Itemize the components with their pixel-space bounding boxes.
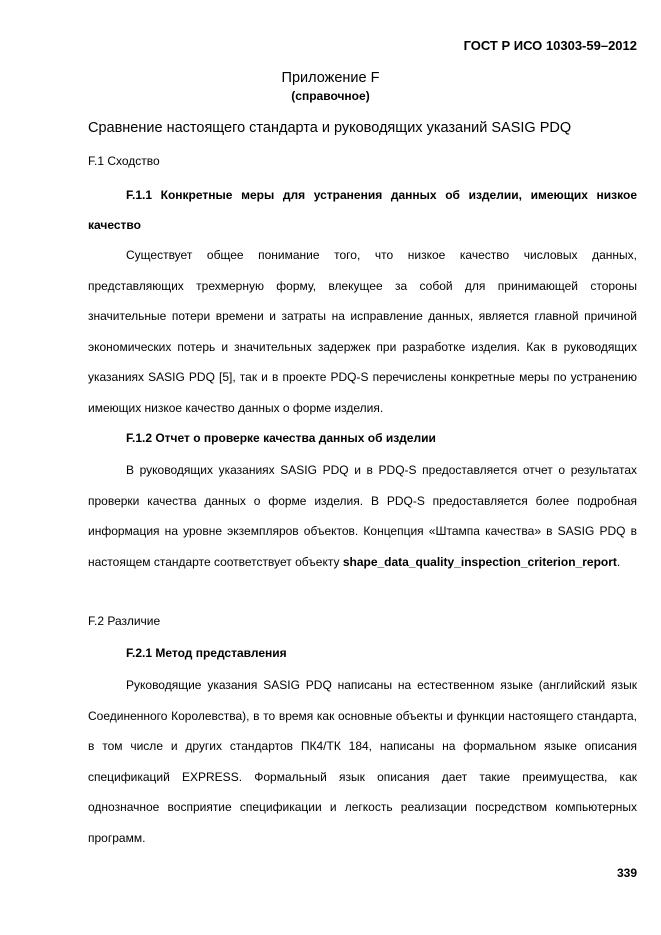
paragraph-f2-1: Руководящие указания SASIG PDQ написаны на естественном языке (английский язык Соединенного Королевства), в то время как основные объекты и функции настоящего стандарта, в том числе и других стандартов ПК4/ТК 184, написаны на формальном языке описания спецификаций EXPRESS. Формальный язык описания дает такие преимущества, как однозначное восприятие спецификации и легкость реализации посредством компьютерных программ.	[88, 678, 637, 845]
appendix-subtitle: (справочное)	[291, 89, 370, 103]
paragraph-f1-1: Существует общее понимание того, что низкое качество числовых данных, представляющих трехмерную форму, влекущее за собой для принимающей стороны значительные потери времени и затраты на исправление данных, является главной причиной экономических потерь и значительных задержек при разработке изделия. Как в руководящих указаниях SASIG PDQ [5], так и в проекте PDQ-S перечислены конкретные меры по устранению имеющих низкое качество данных о форме изделия.	[88, 248, 637, 415]
heading-f1-1: F.1.1 Конкретные меры для устранения данных об изделии, имеющих низкое качество	[88, 188, 637, 232]
appendix-title: Приложение F	[281, 70, 380, 86]
paragraph-f1-2-text: В руководящих указаниях SASIG PDQ и в PDQ-S предоставляется отчет о результатах проверки качества данных о форме изделия. В PDQ-S предоставляется более подробная информация на уровне экземпляров объектов. Концепция «Штампа качества» в SASIG PDQ в настоящем стандарте соответствует объекту	[88, 463, 637, 569]
page-number: 339	[616, 866, 637, 880]
heading-f2-1: F.2.1 Метод представления	[126, 646, 287, 660]
section-title: Сравнение настоящего стандарта и руководящих указаний SASIG PDQ	[88, 120, 572, 136]
heading-f1-2: F.1.2 Отчет о проверке качества данных об изделии	[126, 431, 436, 445]
paragraph-f1-2	[88, 455, 637, 577]
heading-f1: F.1 Сходство	[88, 154, 160, 168]
heading-f2: F.2 Различие	[88, 614, 161, 628]
document-code: ГОСТ Р ИСО 10303-59–2012	[463, 38, 637, 53]
paragraph-f1-2-end: .	[616, 554, 621, 569]
entity-name: shape_data_quality_inspection_criterion_report	[342, 554, 617, 569]
